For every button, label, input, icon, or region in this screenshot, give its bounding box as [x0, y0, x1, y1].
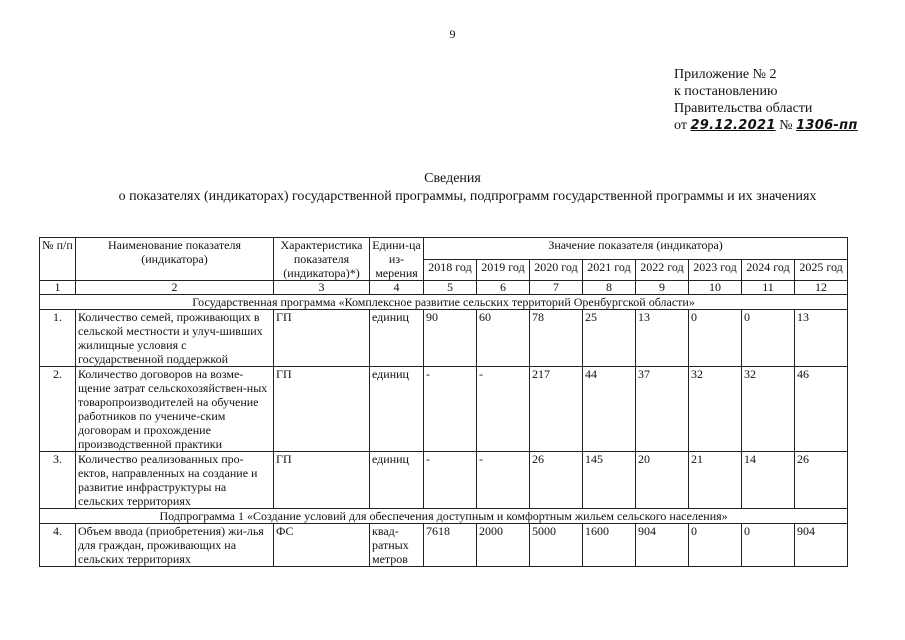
- header-year: 2025 год: [795, 259, 848, 281]
- table-row: [40, 367, 848, 452]
- row-value: 1600: [583, 524, 636, 567]
- header-year: 2019 год: [477, 259, 530, 281]
- row-value: 26: [795, 452, 848, 509]
- header-year: 2022 год: [636, 259, 689, 281]
- row-num: 1.: [40, 310, 76, 367]
- column-number: 6: [477, 281, 530, 295]
- row-value: 145: [583, 452, 636, 509]
- row-name: Количество семей, проживающих в сельской местности и улуч-шивших жилищные условия с государственной поддержкой: [76, 310, 274, 367]
- row-value: -: [477, 452, 530, 509]
- header-num: № п/п: [40, 238, 76, 281]
- row-characteristic: ФС: [274, 524, 370, 567]
- row-value: 217: [530, 367, 583, 452]
- column-number: 11: [742, 281, 795, 295]
- header-characteristic: Характеристика показателя (индикатора)*): [274, 238, 370, 281]
- header-year: 2024 год: [742, 259, 795, 281]
- row-value: 2000: [477, 524, 530, 567]
- row-unit: квад-ратных метров: [370, 524, 424, 567]
- row-value: -: [477, 367, 530, 452]
- row-value: 14: [742, 452, 795, 509]
- row-value: 25: [583, 310, 636, 367]
- page-number: 9: [449, 27, 456, 41]
- row-value: 0: [742, 524, 795, 567]
- row-value: -: [424, 452, 477, 509]
- column-number: 10: [689, 281, 742, 295]
- row-unit: единиц: [370, 310, 424, 367]
- row-unit: единиц: [370, 367, 424, 452]
- column-number: 8: [583, 281, 636, 295]
- date-prefix: от: [674, 118, 687, 133]
- row-value: 90: [424, 310, 477, 367]
- row-value: 60: [477, 310, 530, 367]
- row-value: 5000: [530, 524, 583, 567]
- handwritten-number: 1306-пп: [796, 118, 858, 133]
- row-value: 46: [795, 367, 848, 452]
- appendix-line-2: к постановлению: [674, 84, 778, 99]
- table-row: [40, 452, 848, 509]
- column-number: 9: [636, 281, 689, 295]
- row-value: -: [424, 367, 477, 452]
- table-row: [40, 310, 848, 367]
- appendix-line-3: Правительства области: [674, 101, 813, 116]
- column-number: 7: [530, 281, 583, 295]
- row-characteristic: ГП: [274, 310, 370, 367]
- row-name: Количество договоров на возме-щение затрат сельскохозяйствен-ных товаропроизводителей на обучение работников по ученичe-ским договорам и прохождение производственной практики: [76, 367, 274, 452]
- row-value: 44: [583, 367, 636, 452]
- row-value: 26: [530, 452, 583, 509]
- column-number: 4: [370, 281, 424, 295]
- table-row: [40, 524, 848, 567]
- column-number: 5: [424, 281, 477, 295]
- column-number: 1: [40, 281, 76, 295]
- row-value: 0: [742, 310, 795, 367]
- header-year: 2023 год: [689, 259, 742, 281]
- appendix-date-line: [674, 117, 858, 134]
- section-row-subprogram: [40, 509, 848, 524]
- header-row-1: [40, 238, 848, 260]
- row-num: 4.: [40, 524, 76, 567]
- appendix-line-1: Приложение № 2: [674, 67, 777, 82]
- column-number: 3: [274, 281, 370, 295]
- row-value: 78: [530, 310, 583, 367]
- column-number-row: [40, 281, 848, 295]
- row-value: 904: [795, 524, 848, 567]
- row-characteristic: ГП: [274, 367, 370, 452]
- title-subtitle: о показателях (индикаторах) государственной программы, подпрограмм государственной программы и их значениях: [118, 189, 817, 204]
- row-value: 0: [689, 310, 742, 367]
- number-sign: №: [779, 118, 793, 133]
- indicators-table: [39, 237, 848, 567]
- row-characteristic: ГП: [274, 452, 370, 509]
- row-value: 32: [742, 367, 795, 452]
- header-unit: Едини-ца из-мерения: [370, 238, 424, 281]
- header-year: 2018 год: [424, 259, 477, 281]
- section-row-program: [40, 295, 848, 310]
- row-value: 37: [636, 367, 689, 452]
- section-title-program: Государственная программа «Комплексное развитие сельских территорий Оренбургской области»: [40, 295, 848, 310]
- section-title-subprogram: Подпрограмма 1 «Создание условий для обеспечения доступным и комфортным жильем сельского населения»: [40, 509, 848, 524]
- header-year: 2020 год: [530, 259, 583, 281]
- row-value: 904: [636, 524, 689, 567]
- row-value: 13: [795, 310, 848, 367]
- appendix-block: [674, 66, 858, 134]
- header-values-group: Значение показателя (индикатора): [424, 238, 848, 260]
- row-num: 3.: [40, 452, 76, 509]
- row-value: 21: [689, 452, 742, 509]
- handwritten-date: 29.12.2021: [690, 118, 776, 133]
- row-value: 20: [636, 452, 689, 509]
- column-number: 2: [76, 281, 274, 295]
- header-year: 2021 год: [583, 259, 636, 281]
- title-main: Сведения: [424, 171, 481, 186]
- row-value: 0: [689, 524, 742, 567]
- row-unit: единиц: [370, 452, 424, 509]
- row-name: Количество реализованных про-ектов, направленных на создание и развитие инфраструктуры на сельских территориях: [76, 452, 274, 509]
- row-name: Объем ввода (приобретения) жи-лья для граждан, проживающих на сельских территориях: [76, 524, 274, 567]
- row-value: 13: [636, 310, 689, 367]
- column-number: 12: [795, 281, 848, 295]
- row-value: 32: [689, 367, 742, 452]
- row-num: 2.: [40, 367, 76, 452]
- header-name: Наименование показателя (индикатора): [76, 238, 274, 281]
- document-title: [0, 170, 905, 206]
- row-value: 7618: [424, 524, 477, 567]
